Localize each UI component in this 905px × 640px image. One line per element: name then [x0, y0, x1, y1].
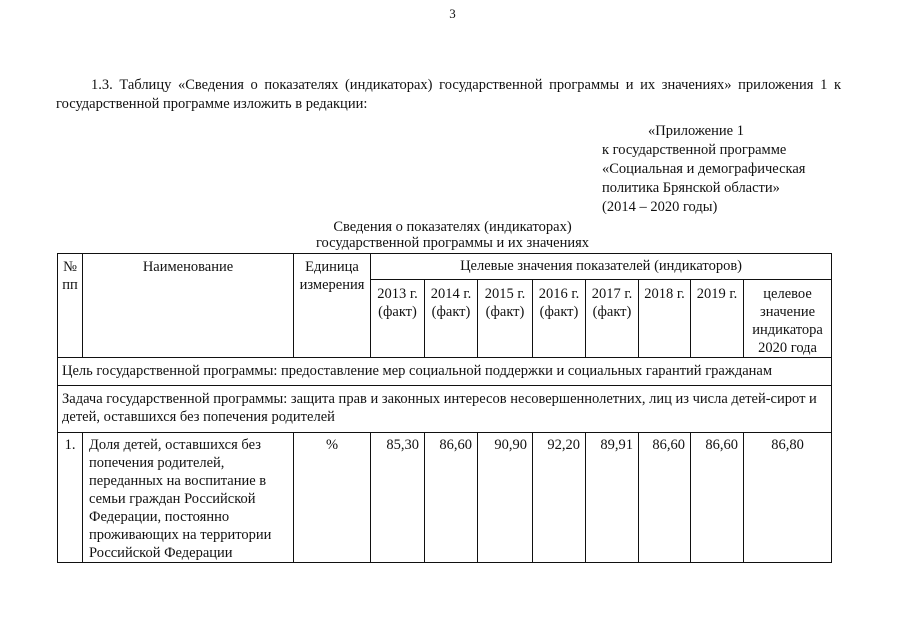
intro-paragraph: 1.3. Таблицу «Сведения о показателях (индикаторах) государственной программы и их значениях» приложения 1 к государственной программе изложить в редакции:: [56, 77, 841, 112]
appendix-line: (2014 – 2020 годы): [602, 199, 718, 215]
header-targets: Целевые значения показателей (индикаторов): [371, 254, 832, 280]
appendix-line: «Социальная и демографическая: [602, 161, 806, 177]
row-unit: %: [294, 433, 371, 563]
indicators-table: [57, 253, 832, 563]
appendix-line: к государственной программе: [602, 142, 787, 158]
table-title-line: Сведения о показателях (индикаторах): [333, 219, 572, 235]
appendix-caption: [602, 122, 805, 217]
row-value-2014: 86,60: [425, 433, 478, 563]
header-year-2018: 2018 г.: [639, 280, 691, 358]
row-value-2013: 85,30: [371, 433, 425, 563]
task-row: Задача государственной программы: защита прав и законных интересов несовершеннолетних, лиц из числа детей-сирот и детей, оставшихся без попечения родителей: [58, 386, 832, 433]
table-title: [0, 219, 905, 251]
goal-row: Цель государственной программы: предоставление мер социальной поддержки и социальных гарантий гражданам: [58, 358, 832, 386]
header-year-2017: 2017 г. (факт): [586, 280, 639, 358]
row-value-2015: 90,90: [478, 433, 533, 563]
row-value-2019: 86,60: [691, 433, 744, 563]
header-year-2015: 2015 г. (факт): [478, 280, 533, 358]
header-target-2020: целевое значение индикатора 2020 года: [744, 280, 832, 358]
row-num: 1.: [58, 433, 83, 563]
row-target-2020: 86,80: [744, 433, 832, 563]
header-year-2019: 2019 г.: [691, 280, 744, 358]
header-unit: Единица измерения: [294, 254, 371, 358]
header-year-2016: 2016 г. (факт): [533, 280, 586, 358]
page-number: 3: [449, 6, 456, 21]
header-name: Наименование: [83, 254, 294, 358]
table-title-line: государственной программы и их значениях: [315, 235, 590, 251]
row-name: Доля детей, оставшихся без попечения родителей, переданных на воспитание в семьи граждан Российской Федерации, постоянно проживающих на территории Российской Федерации: [83, 433, 294, 563]
header-num: № пп: [58, 254, 83, 358]
header-year-2014: 2014 г. (факт): [425, 280, 478, 358]
row-value-2016: 92,20: [533, 433, 586, 563]
appendix-line: политика Брянской области»: [602, 180, 780, 196]
appendix-line: «Приложение 1: [648, 123, 744, 139]
row-value-2018: 86,60: [639, 433, 691, 563]
row-value-2017: 89,91: [586, 433, 639, 563]
header-year-2013: 2013 г. (факт): [371, 280, 425, 358]
table-row: [58, 433, 832, 563]
